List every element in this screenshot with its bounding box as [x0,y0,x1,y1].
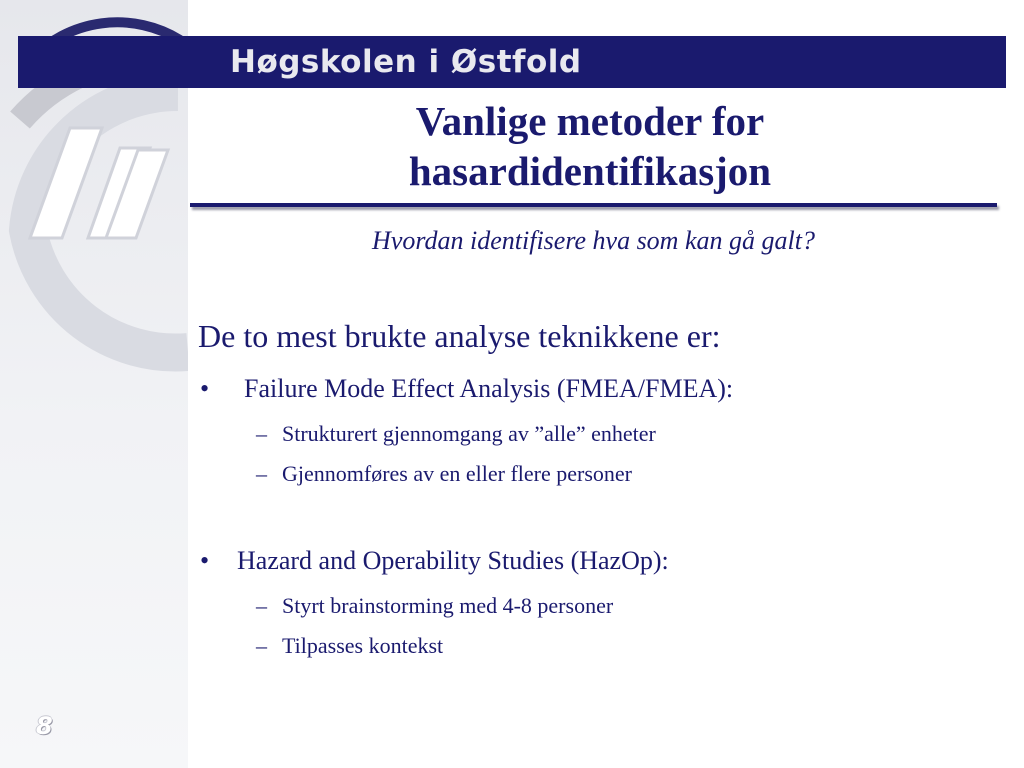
bullet-marker: • [200,374,210,403]
sub-item-marker: – [256,593,267,618]
bullet-label: Hazard and Operability Studies (HazOp): [237,546,669,575]
sub-item-marker: – [256,461,267,486]
bullet-marker: • [200,546,210,575]
sub-item-marker: – [256,421,267,446]
slide-subtitle: Hvordan identifisere hva som kan gå galt? [372,226,815,255]
body-heading: De to mest brukte analyse teknikkene er: [198,318,721,354]
page-number: 8 [36,712,53,740]
sub-item-label: Styrt brainstorming med 4-8 personer [282,593,614,618]
sub-item-marker: – [256,633,267,658]
school-name: Høgskolen i Østfold [230,44,582,80]
sub-item-label: Gjennomføres av en eller flere personer [282,461,633,486]
title-line-2: hasardidentifikasjon [408,148,772,194]
title-divider [190,203,997,207]
bullet-label: Failure Mode Effect Analysis (FMEA/FMEA): [244,374,734,403]
sub-item-label: Strukturert gjennomgang av ”alle” enheter [282,421,656,446]
sub-item-label: Tilpasses kontekst [282,633,444,658]
slide-title [250,96,930,196]
title-line-1: Vanlige metoder for [415,98,765,144]
